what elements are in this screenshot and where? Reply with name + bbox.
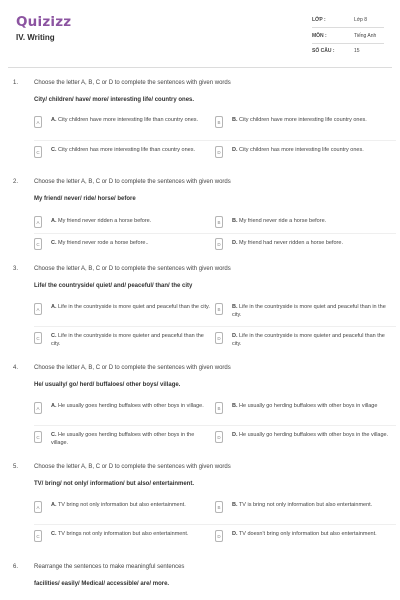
option-letter-badge: A bbox=[34, 216, 42, 228]
option-divider bbox=[34, 326, 396, 327]
option-text: C. My friend never rode a horse before.. bbox=[51, 240, 149, 246]
question-number: 1. bbox=[13, 80, 19, 86]
question-prompt: TV/ bring/ not only/ information/ but also/ entertainment. bbox=[34, 481, 195, 487]
option-text: B. He usually go herding buffaloes with other boys in village bbox=[232, 403, 378, 409]
meta-divider bbox=[312, 43, 384, 44]
meta-value: Tiếng Anh bbox=[354, 33, 377, 39]
question-instruction: Choose the letter A, B, C or D to complete the sentences with given words bbox=[34, 365, 231, 371]
option-letter-badge: A bbox=[34, 303, 42, 315]
question-prompt: He/ usually/ go/ herd/ buffaloes/ other boys/ village. bbox=[34, 382, 181, 388]
option-letter-badge: C bbox=[34, 332, 42, 344]
option-text: A. Life in the countryside is more quiet and peaceful than the city. bbox=[51, 304, 210, 310]
question-number: 4. bbox=[13, 365, 19, 371]
option-text: B. TV is bring not only information but also entertainment. bbox=[232, 502, 373, 508]
option-text: C. TV brings not only information but also entertainment. bbox=[51, 531, 189, 537]
question-instruction: Rearrange the sentences to make meaningful sentences bbox=[34, 564, 185, 570]
option-text: D. My friend had never ridden a horse before. bbox=[232, 240, 343, 246]
meta-value: 15 bbox=[354, 48, 360, 54]
option-text: A. He usually goes herding buffaloes with other boys in village. bbox=[51, 403, 204, 409]
option-letter-badge: B bbox=[215, 303, 223, 315]
option-text: C. He usually goes herding buffaloes with other boys in the village. bbox=[51, 432, 195, 446]
option-text: B. City children have more interesting life country ones. bbox=[232, 117, 367, 123]
option-divider bbox=[34, 524, 396, 525]
meta-key: MÔN : bbox=[312, 33, 327, 39]
question-prompt: Life/ the countryside/ quiet/ and/ peaceful/ than/ the city bbox=[34, 283, 193, 289]
question-number: 3. bbox=[13, 266, 19, 272]
question-instruction: Choose the letter A, B, C or D to complete the sentences with given words bbox=[34, 179, 231, 185]
option-letter-badge: C bbox=[34, 238, 42, 250]
question-number: 5. bbox=[13, 464, 19, 470]
option-divider bbox=[34, 425, 396, 426]
worksheet-title: IV. Writing bbox=[16, 33, 55, 42]
meta-key: LỚP : bbox=[312, 17, 326, 23]
option-text: D. He usually go herding buffaloes with other boys in the village. bbox=[232, 432, 389, 438]
option-text: C. City children has more interesting life than country ones. bbox=[51, 147, 195, 153]
option-letter-badge: C bbox=[34, 431, 42, 443]
option-letter-badge: B bbox=[215, 402, 223, 414]
option-text: C. Life in the countryside is more quieter and peaceful than the city. bbox=[51, 333, 204, 347]
option-text: B. My friend never ride a horse before. bbox=[232, 218, 327, 224]
option-letter-badge: C bbox=[34, 530, 42, 542]
option-letter-badge: B bbox=[215, 116, 223, 128]
meta-value: Lớp 8 bbox=[354, 17, 368, 23]
question-instruction: Choose the letter A, B, C or D to complete the sentences with given words bbox=[34, 464, 231, 470]
question-instruction: Choose the letter A, B, C or D to complete the sentences with given words bbox=[34, 80, 231, 86]
option-letter-badge: A bbox=[34, 501, 42, 513]
option-letter-badge: D bbox=[215, 530, 223, 542]
option-letter-badge: A bbox=[34, 402, 42, 414]
option-letter-badge: D bbox=[215, 431, 223, 443]
option-text: A. City children have more interesting life than country ones. bbox=[51, 117, 199, 123]
option-text: A. TV bring not only information but also entertainment. bbox=[51, 502, 186, 508]
question-prompt: facilities/ easily/ Medical/ accessible/ are/ more. bbox=[34, 581, 170, 587]
option-text: D. City children has more interesting life country ones. bbox=[232, 147, 364, 153]
option-text: D. TV doesn't bring only information but also entertainment. bbox=[232, 531, 377, 537]
option-letter-badge: A bbox=[34, 116, 42, 128]
option-letter-badge: D bbox=[215, 238, 223, 250]
option-letter-badge: B bbox=[215, 501, 223, 513]
question-prompt: City/ children/ have/ more/ interesting life/ country ones. bbox=[34, 97, 195, 103]
question-number: 6. bbox=[13, 564, 19, 570]
option-text: D. Life in the countryside is more quieter and peaceful than the city. bbox=[232, 333, 385, 347]
option-divider bbox=[34, 233, 396, 234]
option-divider bbox=[34, 140, 396, 141]
option-letter-badge: D bbox=[215, 332, 223, 344]
meta-divider bbox=[312, 27, 384, 28]
option-text: A. My friend never ridden a horse before. bbox=[51, 218, 152, 224]
meta-key: SỐ CÂU : bbox=[312, 48, 335, 54]
question-number: 2. bbox=[13, 179, 19, 185]
question-prompt: My friend/ never/ ride/ horse/ before bbox=[34, 196, 136, 202]
option-letter-badge: D bbox=[215, 146, 223, 158]
option-letter-badge: B bbox=[215, 216, 223, 228]
option-text: B. Life in the countryside is more quiet and peaceful than in the city. bbox=[232, 304, 386, 318]
question-instruction: Choose the letter A, B, C or D to complete the sentences with given words bbox=[34, 266, 231, 272]
quizizz-logo: Quizizz bbox=[16, 14, 72, 30]
option-letter-badge: C bbox=[34, 146, 42, 158]
